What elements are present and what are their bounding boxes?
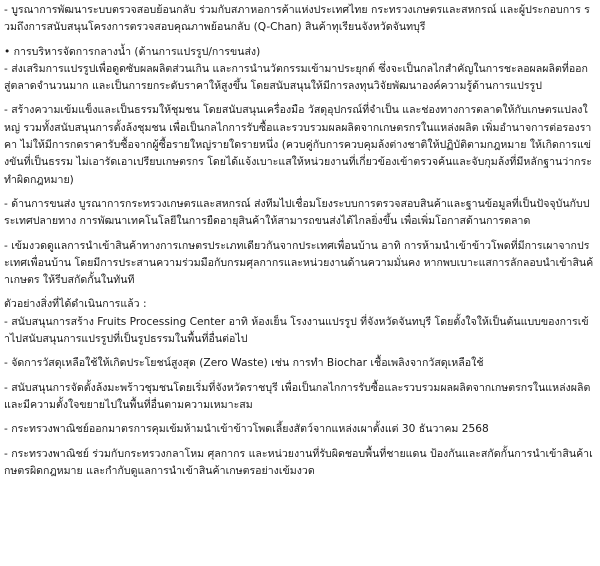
example-corn-ban: - กระทรวงพาณิชย์ออกมาตรการคุมเข้มห้ามนำเข้าข้าวโพดเลี้ยงสัตว์จากแหล่งเผาตั้งแต่ 30 ธันวาคม 2568 [4,423,489,436]
example-fruits-center: - สนับสนุนการสร้าง Fruits Processing Center อาทิ ห้องเย็น โรงงานแปรรูป ที่จังหวัดจันทบุรี โดยตั้งใจให้เป็นต้นแบบของการเข้าไปสนับสนุนการแปรรูปที่เป็นรูปธรรมในพื้นที่อื่นต่อไป [4,315,589,346]
paragraph-processing: - ส่งเสริมการแปรรูปเพื่อดูดซับผลผลิตส่วนเกิน และการนำนวัตกรรมเข้ามาประยุกต์ ซึ่งจะเป็นกลไกสำคัญในการชะลอผลผลิตที่ออกสู่ตลาดจำนวนมาก และเป็นการยกระดับราคาให้สูงขึ้น โดยสนับสนุนให้มีการลงทุนวิจัยพัฒนาองค์ความรู้ด้านการแปรรูป [4,62,588,93]
example-coconut: - สนับสนุนการจัดตั้งล้งมะพร้าวชุมชนโดยเริ่มที่จังหวัดราชบุรี เพื่อเป็นกลไกการรับซื้อและรวบรวมผลผลิตจากเกษตรกรในแหล่งผลิต และมีความตั้งใจขยายไปในพื้นที่อื่นตามความเหมาะสม [4,381,591,411]
heading-midstream: • การบริหารจัดการกลางน้ำ (ด้านการแปรรูป/การขนส่ง) [4,45,261,58]
example-border-control: - กระทรวงพาณิชย์ ร่วมกับกระทรวงกลาโหม ศุลกากร และหน่วยงานที่รับผิดชอบพื้นที่ชายแดน ป้องกันและสกัดกั้นการนำเข้าสินค้าเกษตรผิดกฎหมาย และกำกับดูแลการนำเข้าสินค้าเกษตรอย่างเข้มงวด [4,447,593,477]
examples-heading: ตัวอย่างสิ่งที่ได้ดำเนินการแล้ว : [4,298,147,311]
example-zero-waste: - จัดการวัสดุเหลือใช้ให้เกิดประโยชน์สูงสุด (Zero Waste) เช่น การทำ Biochar เชื้อเพลิงจากวัสดุเหลือใช้ [4,357,484,370]
paragraph-traceability: - บูรณาการพัฒนาระบบตรวจสอบย้อนกลับ ร่วมกับสภาหอการค้าแห่งประเทศไทย กระทรวงเกษตรและสหกรณ์ และผู้ประกอบการ รวมถึงการสนับสนุนโครงการตรวจสอบคุณภาพย้อนกลับ (Q-Chan) สินค้าทุเรียนจังหวัดจันทบุรี [4,4,590,34]
paragraph-community: - สร้างความเข้มแข็งและเป็นธรรมให้ชุมชน โดยสนับสนุนเครื่องมือ วัสดุอุปกรณ์ที่จำเป็น และช่องทางการตลาดให้กับเกษตรแปลงใหญ่ รวมทั้งสนับสนุนการตั้งล้งชุมชน เพื่อเป็นกลไกการรับซื้อและรวบรวมผลผลิตจากเกษตรกรในแหล่งผลิต เพิ่มอำนาจการต่อรองราคา ไม่ให้มีการกดราคารับซื้อจากผู้ซื้อรายใหญ่รายใดรายหนึ่ง (ควบคู่กับการควบคุมล้งต่างชาติให้ปฏิบัติตามกฎหมาย ให้เกิดการแข่งขันที่เป็นธรรม ไม่เอารัดเอาเปรียบเกษตรกร โดยได้แจ้งเบาะแสให้หน่วยงานที่เกี่ยวข้องเข้าตรวจค้นและจับกุมล้งที่มีหลักฐานว่ากระทำผิดกฎหมาย) [4,104,592,186]
paragraph-transport: - ด้านการขนส่ง บูรณาการกระทรวงเกษตรและสหกรณ์ ส่งทีมไปเชื่อมโยงระบบการตรวจสอบสินค้าและฐานข้อมูลที่เป็นปัจจุบันกับประเทศปลายทาง การพัฒนาเทคโนโลยีในการยืดอายุสินค้าให้สามารถขนส่งได้ไกลยิ่งขึ้น เพื่อเพิ่มโอกาสด้านการตลาด [4,197,590,228]
paragraph-import-control: - เข้มงวดดูแลการนำเข้าสินค้าทางการเกษตรประเภทเดียวกันจากประเทศเพื่อนบ้าน อาทิ การห้ามนำเข้าข้าวโพดที่มีการเผาจากประเทศเพื่อนบ้าน โดยมีการประสานความร่วมมือกับกรมศุลกากรและหน่วยงานด้านความมั่นคง หากพบเบาะแสการลักลอบนำเข้าสินค้าเกษตร ให้รีบสกัดกั้นในทันที [4,239,594,287]
